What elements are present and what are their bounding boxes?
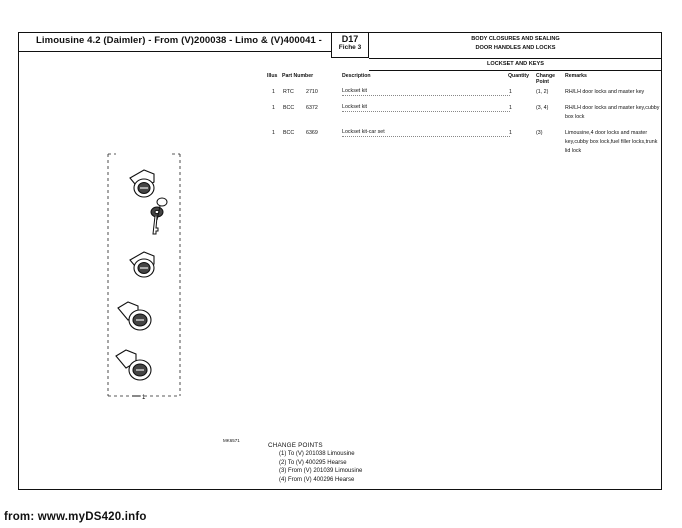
header-divider	[18, 51, 331, 52]
section-title-line2: DOOR HANDLES AND LOCKS	[475, 45, 556, 51]
row3-prefix: BCC	[283, 130, 295, 136]
col-change-label: Change	[536, 73, 556, 79]
door-lock-icon	[130, 170, 154, 197]
change-point-item: (3) From (V) 201039 Limousine	[279, 468, 363, 475]
source-footer: from: www.myDS420.info	[4, 511, 147, 523]
key-icon	[151, 198, 167, 234]
row3-quantity: 1	[509, 130, 512, 136]
subsection-title: LOCKSET AND KEYS	[487, 61, 544, 67]
row1-quantity: 1	[509, 89, 512, 95]
col-illus: Illus	[267, 73, 278, 79]
section-title	[369, 35, 662, 53]
fuel-filler-lock-icon	[118, 302, 151, 330]
illustration-reference: MK6571	[223, 438, 240, 443]
change-points-heading: CHANGE POINTS	[268, 442, 323, 449]
row2-number: 6372	[306, 105, 318, 111]
row2-change-point: (3, 4)	[536, 105, 549, 111]
row2-remarks: RH/LH door locks and master key,cubby box lock	[565, 105, 660, 120]
page-title: Limousine 4.2 (Daimler) - From (V)200038 - Limo & (V)400041 -	[36, 35, 322, 46]
row3-illus: 1	[272, 130, 275, 136]
row1-change-point: (1, 2)	[536, 89, 549, 95]
row3-change-point: (3)	[536, 130, 543, 136]
col-remarks: Remarks	[565, 73, 587, 79]
fiche-label: Fiche 3	[338, 44, 362, 51]
change-point-item: (1) To (V) 201038 Limousine	[279, 451, 355, 458]
row1-prefix: RTC	[283, 89, 294, 95]
page-code-box	[331, 32, 369, 58]
change-point-item: (4) From (V) 400296 Hearse	[279, 476, 355, 483]
section-title-line1: BODY CLOSURES AND SEALING	[471, 36, 560, 42]
row2-description: Lockset kit	[342, 104, 510, 112]
trunk-lid-lock-icon	[116, 350, 151, 380]
col-quantity: Quantity	[508, 73, 530, 79]
col-change-point	[536, 73, 555, 85]
change-points	[268, 442, 362, 484]
row1-illus: 1	[272, 89, 275, 95]
row1-remarks: RH/LH door locks and master key	[565, 89, 645, 95]
row1-description: Lockset kit	[342, 88, 510, 96]
row3-description: Lockset kit-car set	[342, 129, 510, 137]
lockset-illustration	[102, 150, 182, 400]
change-point-item: (2) To (V) 400295 Hearse	[279, 459, 347, 466]
col-description: Description	[342, 73, 371, 79]
row2-illus: 1	[272, 105, 275, 111]
row3-number: 6369	[306, 130, 318, 136]
illustration-callout: 1	[142, 395, 146, 400]
page-code: D17	[341, 34, 359, 44]
col-part-number: Part Number	[282, 73, 314, 79]
row2-prefix: BCC	[283, 105, 295, 111]
cubby-box-lock-icon	[130, 252, 154, 277]
row1-number: 2710	[306, 89, 318, 95]
section-divider	[369, 58, 662, 59]
col-point-label: Point	[536, 79, 549, 85]
row2-quantity: 1	[509, 105, 512, 111]
subsection-divider	[369, 70, 662, 71]
row3-remarks: Limousine,4 door locks and master key,cubby box lock,fuel filler locks,trunk lid lock	[565, 130, 658, 154]
